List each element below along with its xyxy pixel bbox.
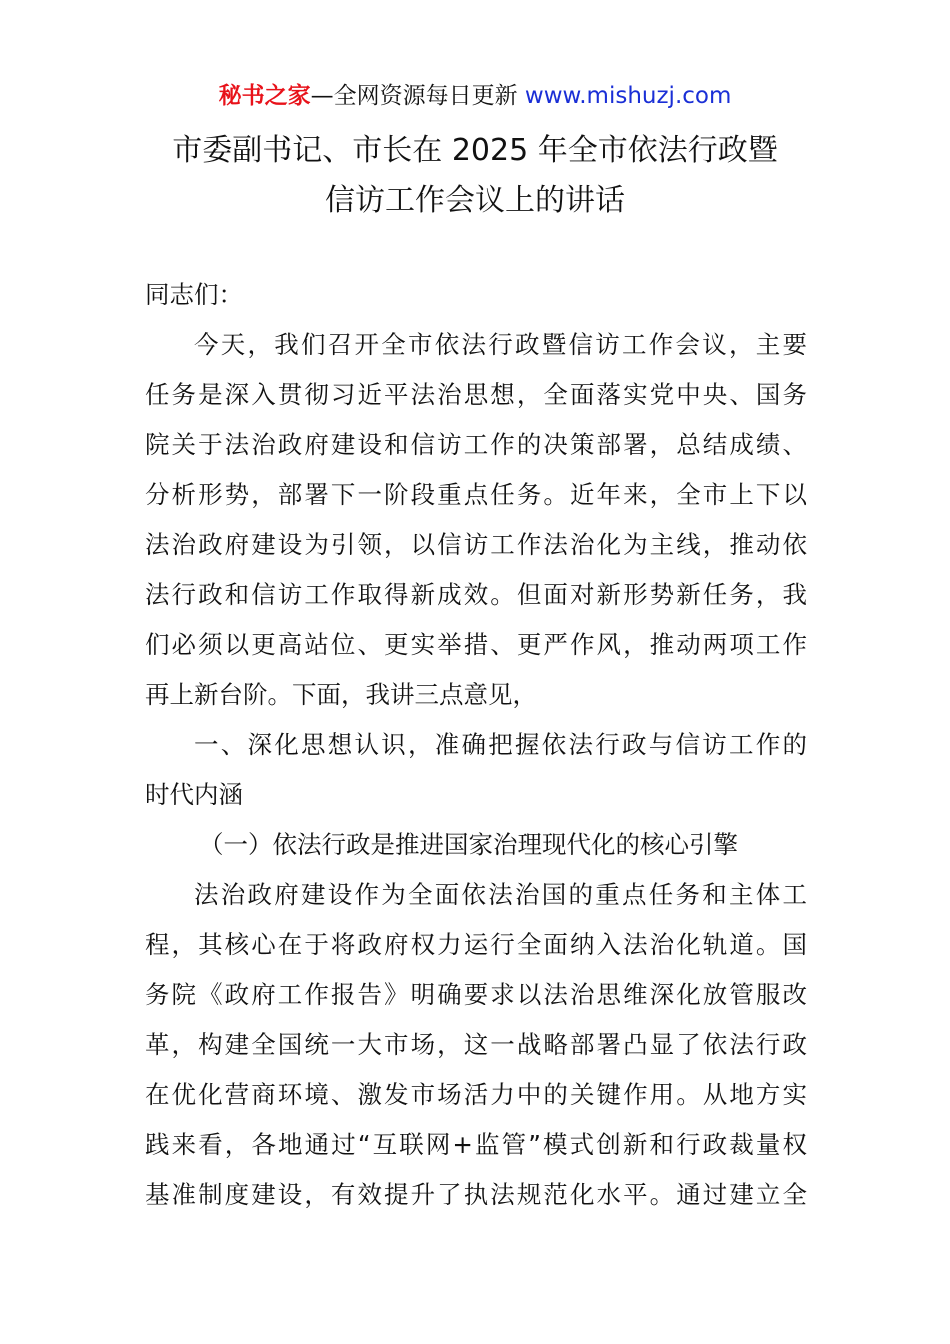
document-title [0,126,950,226]
section-heading: 时代内涵 [145,780,243,809]
subsection-heading: （一）依法行政是推进国家治理现代化的核心引擎 [199,830,738,859]
text-line: 在优化营商环境、激发市场活力中的关键作用。从地方实 [145,1080,807,1109]
text-line: 们必须以更高站位、更实举措、更严作风，推动两项工作 [145,630,807,659]
site-brand: 秘书之家 [218,83,311,109]
text-line: 分析形势，部署下一阶段重点任务。近年来，全市上下以 [145,480,807,509]
text-line: 践来看，各地通过“互联网+监管”模式创新和行政裁量权 [145,1130,807,1159]
text-line: 法治政府建设为引领，以信访工作法治化为主线，推动依 [145,530,807,559]
text-line: 革，构建全国统一大市场，这一战略部署凸显了依法行政 [145,1030,807,1059]
site-banner [0,80,950,112]
title-line-1: 市委副书记、市长在 2025 年全市依法行政暨 [172,133,778,168]
text-line: 务院《政府工作报告》明确要求以法治思维深化放管服改 [145,980,807,1009]
text-line: 程，其核心在于将政府权力运行全面纳入法治化轨道。国 [145,930,807,959]
text-line: 院关于法治政府建设和信访工作的决策部署，总结成绩、 [145,430,807,459]
text-line: 基准制度建设，有效提升了执法规范化水平。通过建立全 [145,1180,807,1209]
text-line: 任务是深入贯彻习近平法治思想，全面落实党中央、国务 [145,380,807,409]
text-line: 法治政府建设作为全面依法治国的重点任务和主体工 [194,880,807,909]
document-body [145,270,807,1220]
site-slogan: —全网资源每日更新 [310,83,525,109]
text-line: 今天，我们召开全市依法行政暨信访工作会议，主要 [194,330,807,359]
site-url: www.mishuzj.com [524,83,732,109]
text-line: 法行政和信访工作取得新成效。但面对新形势新任务，我 [145,580,807,609]
text-line: 再上新台阶。下面，我讲三点意见， [145,680,537,709]
section-heading: 一、深化思想认识，准确把握依法行政与信访工作的 [194,730,807,759]
title-line-2: 信访工作会议上的讲话 [325,183,625,218]
salutation: 同志们： [145,280,243,309]
